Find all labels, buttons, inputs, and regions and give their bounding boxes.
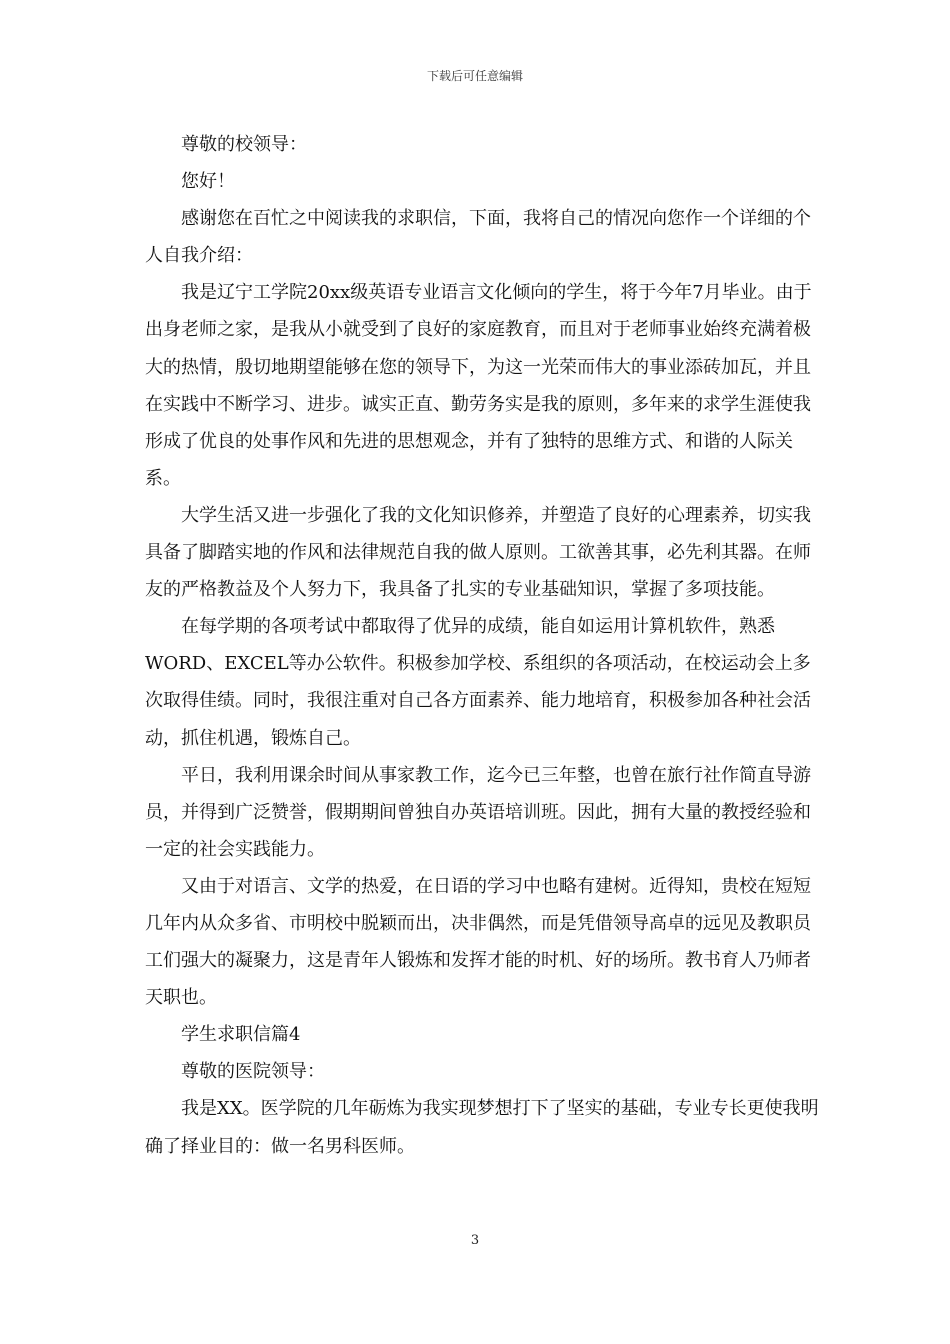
paragraph: 我是XX。医学院的几年砺炼为我实现梦想打下了坚实的基础，专业专长更使我明确了择业目的：做一名男科医师。 <box>145 1098 819 1157</box>
paragraph: 我是辽宁工学院20xx级英语专业语言文化倾向的学生，将于今年7月毕业。由于出身老师之家，是我从小就受到了良好的家庭教育，而且对于老师事业始终充满着极大的热情，殷切地期望能够在您的领导下，为这一光荣而伟大的事业添砖加瓦，并且在实践中不断学习、进步。诚实正直、勤劳务实是我的原则，多年来的求学生涯使我形成了优良的处事作风和先进的思想观念，并有了独特的思维方式、和谐的人际关系。 <box>145 282 812 489</box>
page-number: 3 <box>470 1233 480 1248</box>
salutation: 尊敬的医院领导： <box>181 1061 325 1083</box>
paragraph: 又由于对语言、文学的热爱，在日语的学习中也略有建树。近得知，贵校在短短几年内从众多省、市明校中脱颖而出，决非偶然，而是凭借领导高卓的远见及教职员工们强大的凝聚力，这是青年人锻炼和发挥才能的时机、好的场所。教书育人乃师者天职也。 <box>145 875 811 1009</box>
paragraph: 感谢您在百忙之中阅读我的求职信，下面，我将自己的情况向您作一个详细的个人自我介绍： <box>145 208 811 267</box>
section-heading: 学生求职信篇4 <box>181 1024 301 1046</box>
greeting: 您好！ <box>181 171 235 193</box>
paragraph: 平日，我利用课余时间从事家教工作，迄今已三年整，也曾在旅行社作简直导游员，并得到广泛赞誉，假期期间曾独自办英语培训班。因此，拥有大量的教授经验和一定的社会实践能力。 <box>145 764 811 860</box>
letter-body <box>145 126 820 1165</box>
salutation: 尊敬的校领导： <box>181 134 307 155</box>
paragraph: 大学生活又进一步强化了我的文化知识修养，并塑造了良好的心理素养，切实我具备了脚踏实地的作风和法律规范自我的做人原则。工欲善其事，必先利其器。在师友的严格教益及个人努力下，我具备了扎实的专业基础知识，掌握了多项技能。 <box>145 504 811 601</box>
paragraph: 在每学期的各项考试中都取得了优异的成绩，能自如运用计算机软件，熟悉WORD、EXCEL等办公软件。积极参加学校、系组织的各项活动，在校运动会上多次取得佳绩。同时，我很注重对自己各方面素养、能力地培育，积极参加各种社会活动，抓住机遇，锻炼自己。 <box>145 616 811 749</box>
page-header: 下载后可任意编辑 <box>426 69 523 83</box>
